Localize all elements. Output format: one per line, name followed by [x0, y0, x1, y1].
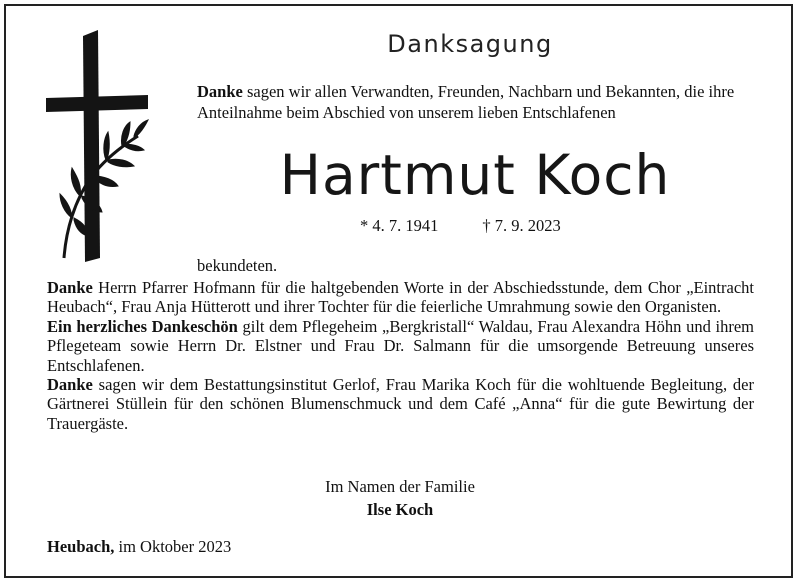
thanks-paragraph — [47, 278, 754, 317]
palm-branch-icon — [60, 120, 148, 258]
paragraph-text: gilt dem Pflegeheim „Bergkristall“ Waldau, Frau Alexandra Höhn und ihrem Pflegeteam sowie Herrn Dr. Elstner und Frau Dr. Salmann für die umsorgende Betreuung unseres Entschlafenen. — [47, 316, 754, 375]
signature-block — [300, 475, 500, 521]
paragraph-text: sagen wir dem Bestattungsinstitut Gerlof, Frau Marika Koch für die wohltuende Begleitung, der Gärtnerei Stüllein für den schönen Blumenschmuck und dem Café „Anna“ für die gute Bewirtung der Trauergäste. — [47, 375, 754, 433]
intro-paragraph — [197, 81, 757, 123]
place-town: Heubach, — [47, 537, 115, 556]
paragraph-lead: Danke — [47, 278, 93, 297]
deceased-name: Hartmut Koch — [279, 143, 671, 207]
paragraph-lead: Danke — [47, 375, 93, 395]
intro-lead: Danke — [197, 82, 243, 101]
place-date — [47, 537, 231, 557]
thanks-paragraph — [47, 317, 754, 375]
place-date-text: im Oktober 2023 — [114, 537, 232, 556]
life-dates — [360, 216, 561, 236]
paragraph-text: Herrn Pfarrer Hofmann für die haltgebenden Worte in der Abschiedsstunde, dem Chor „Eintracht Heubach“, Frau Anja Hütterott und ihrer Tochter für die feierliche Umrahmung sowie den Organisten. — [47, 278, 754, 317]
cross-icon — [44, 26, 164, 266]
intro-text: sagen wir allen Verwandten, Freunden, Nachbarn und Bekannten, die ihre Anteilnahme beim Abschied von unserem lieben Entschlafenen — [197, 82, 735, 122]
signature-name: Ilse Koch — [366, 500, 434, 519]
death-date: † 7. 9. 2023 — [482, 216, 561, 235]
thanks-paragraph — [47, 375, 754, 433]
heading: Danksagung — [387, 30, 553, 58]
bekundeten-text: bekundeten. — [197, 256, 278, 275]
signature-line: Im Namen der Familie — [325, 477, 475, 496]
birth-date: * 4. 7. 1941 — [360, 216, 439, 235]
thanks-body — [47, 278, 754, 433]
paragraph-lead: Ein herzliches Dankeschön — [47, 316, 238, 336]
